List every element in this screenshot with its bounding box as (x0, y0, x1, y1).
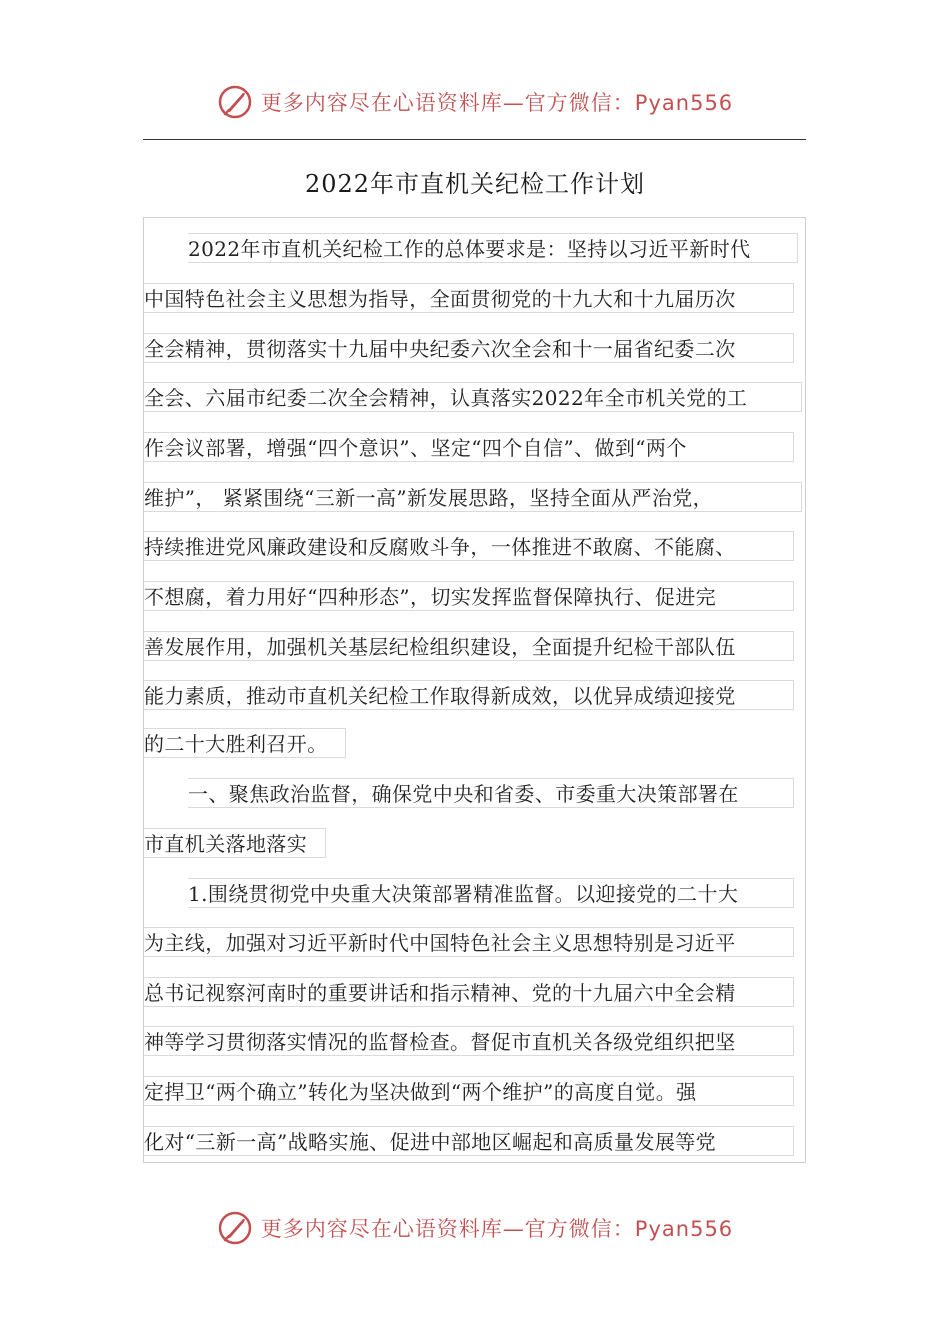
feather-pen-logo-icon (217, 84, 253, 120)
header-banner (0, 82, 950, 122)
body-line: 持续推进党风廉政建设和反腐败斗争，一体推进不敢腐、不能腐、 (144, 531, 794, 561)
footer-banner (0, 1208, 950, 1248)
section-heading: 市直机关落地落实 (144, 828, 326, 858)
body-line: 全会精神，贯彻落实十九届中央纪委六次全会和十一届省纪委二次 (144, 333, 794, 363)
body-line: 定捍卫“两个确立”转化为坚决做到“两个维护”的高度自觉。强 (144, 1076, 794, 1106)
body-line: 1.围绕贯彻党中央重大决策部署精准监督。以迎接党的二十大 (188, 878, 794, 908)
feather-pen-logo-icon (217, 1210, 253, 1246)
banner-text: 更多内容尽在心语资料库—官方微信：Pyan556 (260, 91, 734, 115)
document-body (143, 217, 806, 1163)
body-line: 总书记视察河南时的重要讲话和指示精神、党的十九届六中全会精 (144, 977, 794, 1007)
body-line: 维护”， 紧紧围绕“三新一高”新发展思路，坚持全面从严治党， (144, 482, 802, 512)
body-line: 善发展作用，加强机关基层纪检组织建设，全面提升纪检干部队伍 (144, 631, 794, 661)
body-line: 不想腐，着力用好“四种形态”，切实发挥监督保障执行、促进完 (144, 581, 794, 611)
body-line: 中国特色社会主义思想为指导，全面贯彻党的十九大和十九届历次 (144, 283, 794, 313)
body-line: 的二十大胜利召开。 (144, 728, 346, 758)
body-line: 2022年市直机关纪检工作的总体要求是：坚持以习近平新时代 (188, 233, 798, 263)
body-line: 神等学习贯彻落实情况的监督检查。督促市直机关各级党组织把坚 (144, 1026, 794, 1056)
body-line: 全会、六届市纪委二次全会精神，认真落实2022年全市机关党的工 (144, 382, 802, 412)
section-heading: 一、聚焦政治监督，确保党中央和省委、市委重大决策部署在 (188, 778, 794, 808)
body-line: 为主线，加强对习近平新时代中国特色社会主义思想特别是习近平 (144, 927, 794, 957)
banner-text: 更多内容尽在心语资料库—官方微信：Pyan556 (260, 1217, 734, 1241)
document-title: 2022年市直机关纪检工作计划 (304, 170, 646, 198)
body-line: 能力素质，推动市直机关纪检工作取得新成效，以优异成绩迎接党 (144, 680, 794, 710)
body-line: 化对“三新一高”战略实施、促进中部地区崛起和高质量发展等党 (144, 1126, 794, 1156)
body-line: 作会议部署，增强“四个意识”、坚定“四个自信”、做到“两个 (144, 432, 794, 462)
header-divider (143, 139, 806, 140)
